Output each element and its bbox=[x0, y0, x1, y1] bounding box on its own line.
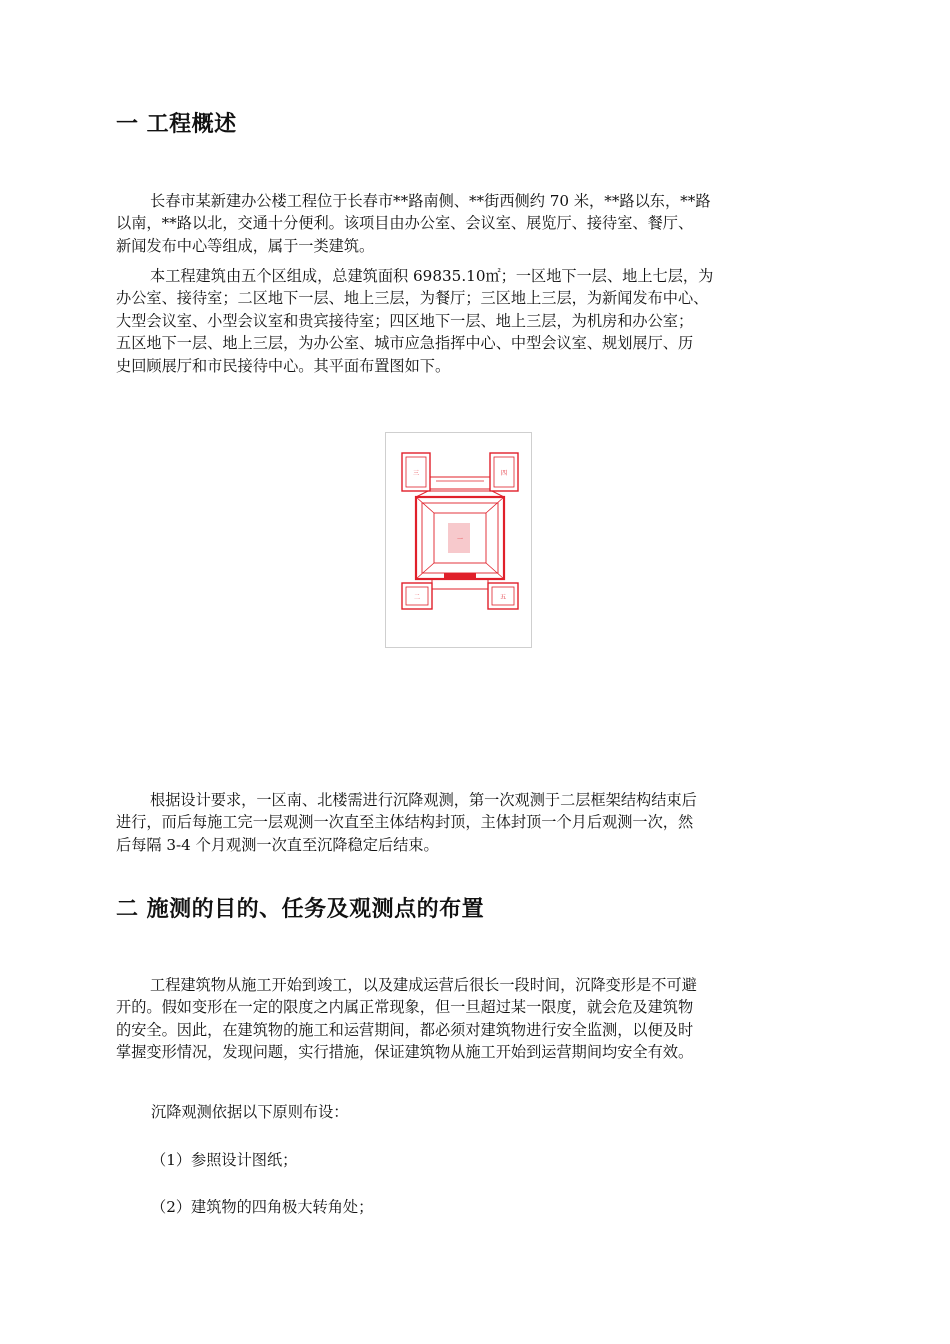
site-plan-drawing bbox=[386, 433, 533, 649]
text-line: 大型会议室、小型会议室和贵宾接待室；四区地下一层、地上三层，为机房和办公室； bbox=[116, 311, 694, 330]
text-line: 的安全。因此，在建筑物的施工和运营期间，都必须对建筑物进行安全监测，以便及时 bbox=[116, 1020, 694, 1039]
site-plan-figure bbox=[385, 432, 532, 648]
connector-bottom bbox=[432, 579, 488, 589]
text-line: 后每隔 3-4 个月观测一次直至沉降稳定后结束。 bbox=[116, 835, 439, 854]
text-line: 工程建筑物从施工开始到竣工，以及建成运营后很长一段时间，沉降变形是不可避 bbox=[150, 976, 697, 994]
stair-hatch bbox=[444, 573, 476, 580]
section-2-paragraph-2: 沉降观测依据以下原则布设： bbox=[151, 1103, 349, 1121]
text-line: 开的。假如变形在一定的限度之内属正常现象，但一旦超过某一限度，就会危及建筑物 bbox=[116, 998, 694, 1017]
zone-label: 四 bbox=[500, 470, 508, 477]
connector-top bbox=[430, 477, 490, 489]
text-line: 办公室、接待室；二区地下一层、地上三层，为餐厅；三区地上三层，为新闻发布中心、 bbox=[116, 289, 709, 308]
section-1-paragraph-2 bbox=[116, 265, 858, 377]
text-line: 本工程建筑由五个区组成，总建筑面积 69835.10㎡；一区地下一层、地上七层，为 bbox=[150, 267, 714, 285]
section-2-paragraph-1 bbox=[116, 974, 858, 1064]
text-line: 新闻发布中心等组成，属于一类建筑。 bbox=[116, 236, 375, 255]
text-line: 以南，**路以北，交通十分便利。该项目由办公室、会议室、展览厅、接待室、餐厅、 bbox=[116, 214, 694, 233]
text-line: 进行，而后每施工完一层观测一次直至主体结构封顶，主体封顶一个月后观测一次，然 bbox=[116, 813, 694, 832]
text-line: 根据设计要求，一区南、北楼需进行沉降观测，第一次观测于二层框架结构结束后 bbox=[150, 791, 697, 809]
text-line: 掌握变形情况，发现问题，实行措施，保证建筑物从施工开始到运营期间均安全有效。 bbox=[116, 1043, 694, 1062]
section-1-title: 一 工程概述 bbox=[116, 112, 237, 137]
list-item: （1）参照设计图纸； bbox=[151, 1151, 298, 1169]
text-line: 史回顾展厅和市民接待中心。其平面布置图如下。 bbox=[116, 356, 451, 375]
section-1-paragraph-1 bbox=[116, 190, 858, 257]
text-line: 五区地下一层、地上三层，为办公室、城市应急指挥中心、中型会议室、规划展厅、历 bbox=[116, 334, 694, 353]
section-2-title: 二 施测的目的、任务及观测点的布置 bbox=[116, 897, 485, 922]
zone-label: 三 bbox=[412, 470, 420, 477]
zone-label: 五 bbox=[499, 594, 507, 601]
section-1-paragraph-3 bbox=[116, 789, 858, 856]
zone-label: 二 bbox=[413, 594, 421, 601]
text-line: 长春市某新建办公楼工程位于长春市**路南侧、**街西侧约 70 米，**路以东，**路 bbox=[150, 192, 711, 210]
list-item: （2）建筑物的四角极大转角处； bbox=[151, 1198, 374, 1216]
zone-label: 一 bbox=[456, 536, 464, 543]
